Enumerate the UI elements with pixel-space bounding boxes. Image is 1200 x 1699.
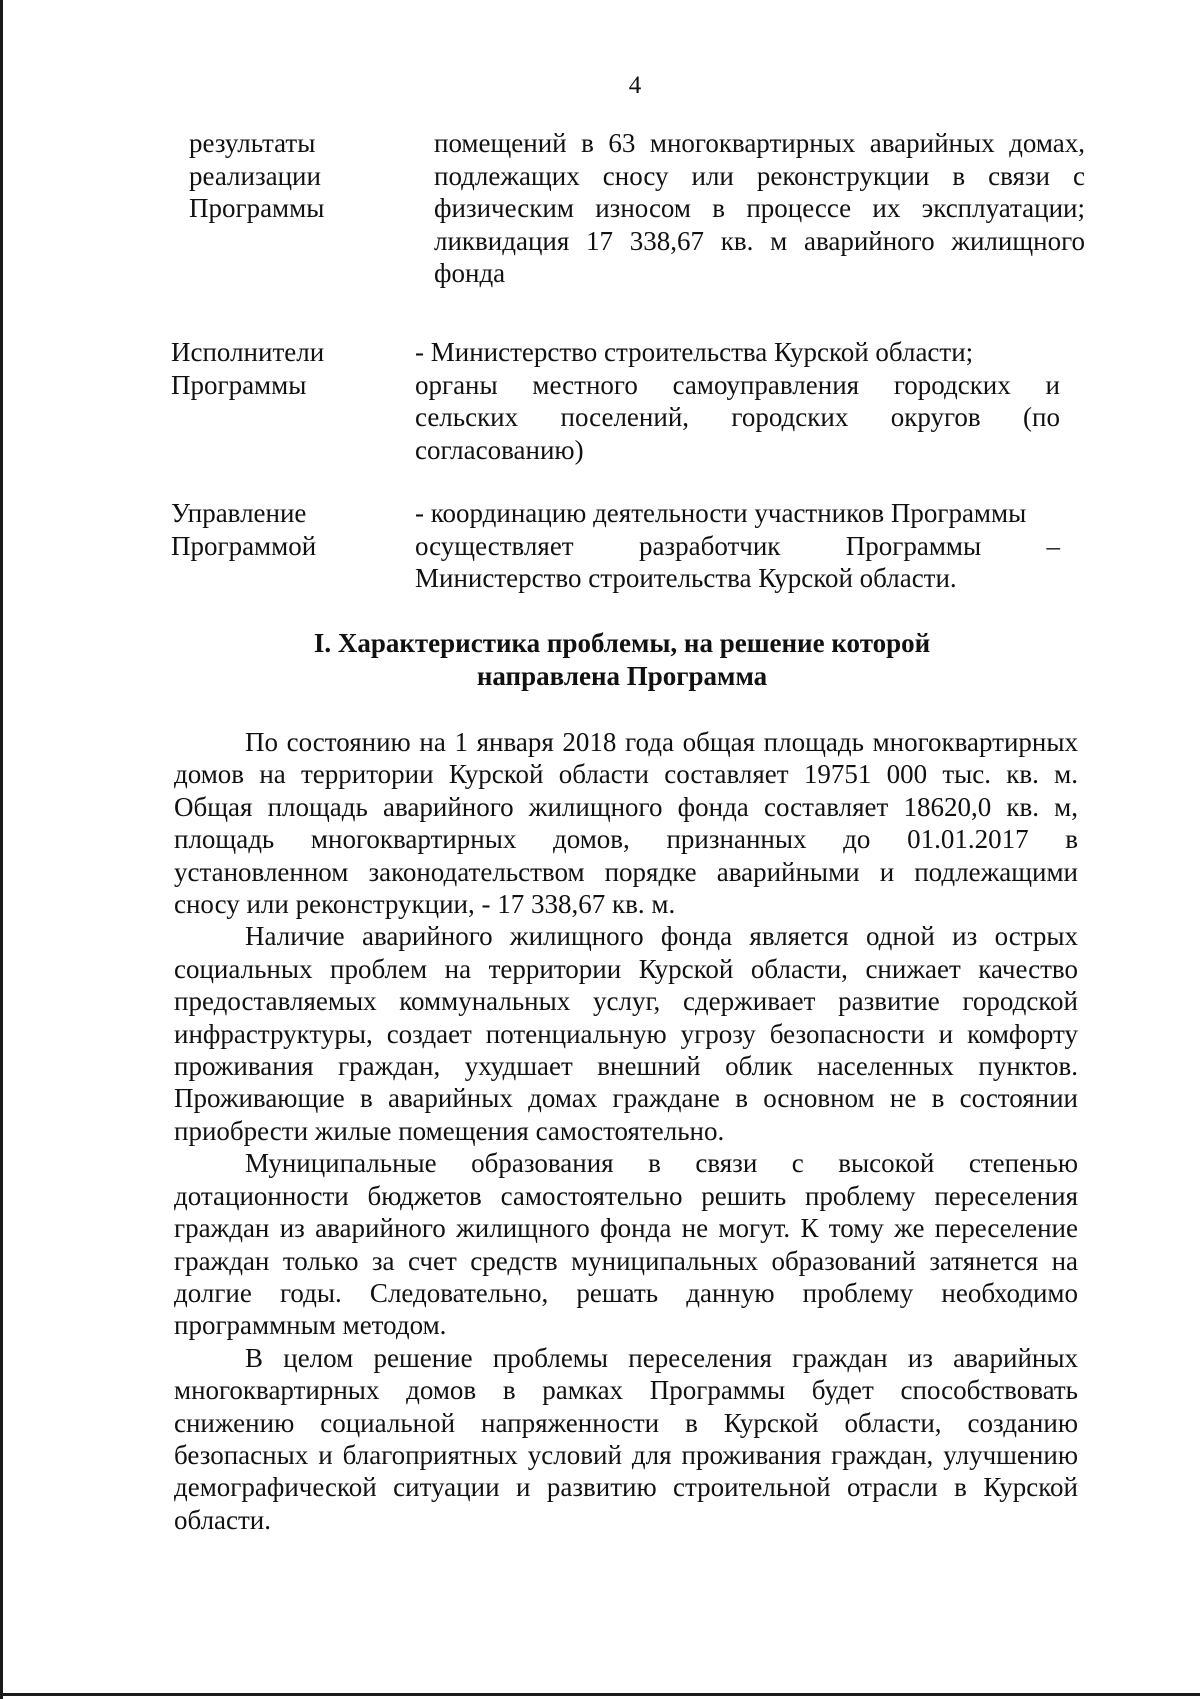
value-line: сельских поселений, городских округов (по — [415, 402, 1060, 432]
label-line: Программы — [189, 193, 325, 223]
passport-value-results — [434, 127, 1085, 290]
passport-value-management — [415, 497, 1060, 595]
page-number: 4 — [628, 72, 642, 99]
passport-label-executors — [171, 336, 324, 401]
passport-row-management — [171, 497, 1060, 597]
label-line: Исполнители — [171, 337, 325, 367]
value-line: ликвидация 17 338,67 кв. м аварийного жилищного — [434, 225, 1085, 256]
value-line: помещений в 63 многоквартирных аварийных домах, — [434, 128, 1085, 158]
passport-value-executors — [415, 336, 1060, 466]
section-body — [174, 726, 1078, 1536]
label-line: Управление — [171, 498, 307, 528]
value-line: согласованию) — [415, 434, 584, 465]
label-line: реализации — [189, 160, 321, 191]
label-line: результаты — [189, 128, 316, 158]
paragraph: По состоянию на 1 января 2018 года общая площадь многоквартирных домов на территории Курской области составляет 19751 000 тыс. кв. м. Общая площадь аварийного жилищного фонда составляет 18620,0 кв. м, площадь многоквартирных домов, признанных до 01.01.2017 в установленном законодательством порядке аварийными и подлежащими сносу или реконструкции, - 17 338,67 кв. м. — [174, 727, 1078, 920]
value-line: органы местного самоуправления городских и — [415, 369, 1060, 400]
value-line: - координацию деятельности участников Программы — [415, 498, 1027, 528]
paragraph: В целом решение проблемы переселения граждан из аварийных многоквартирных домов в рамках Программы будет способствовать снижению социальной напряженности в Курской области, созданию безопасных и благоприятных условий для проживания граждан, улучшению демографической ситуации и развитию строительной отрасли в Курской области. — [174, 1342, 1078, 1535]
passport-label-management — [171, 497, 316, 562]
value-line: подлежащих сносу или реконструкции в связи с — [434, 160, 1085, 191]
heading-line: I. Характеристика проблемы, на решение которой — [313, 628, 931, 658]
label-line: Программы — [171, 369, 307, 400]
value-line: - Министерство строительства Курской области; — [415, 337, 974, 367]
value-line: Министерство строительства Курской области. — [415, 563, 957, 593]
section-heading — [160, 627, 1084, 693]
passport-row-executors — [171, 336, 1060, 471]
scan-border-bottom — [0, 1693, 1200, 1696]
value-line: фонда — [434, 258, 506, 288]
label-line: Программой — [171, 530, 317, 561]
scan-border-left — [0, 0, 3, 1699]
passport-row-results — [189, 127, 1085, 292]
heading-line: направлена Программа — [476, 661, 768, 691]
paragraph: Наличие аварийного жилищного фонда является одной из острых социальных проблем на территории Курской области, снижает качество предоставляемых коммунальных услуг, сдерживает развитие городской инфраструктуры, создает потенциальную угрозу безопасности и комфорту проживания граждан, ухудшает внешний облик населенных пунктов. Проживающие в аварийных домах граждане в основном не в состоянии приобрести жилые помещения самостоятельно. — [174, 921, 1078, 1146]
value-line: физическим износом в процессе их эксплуатации; — [434, 193, 1085, 223]
value-line: осуществляет разработчик Программы – — [415, 530, 1060, 561]
passport-label-results — [189, 127, 324, 225]
paragraph: Муниципальные образования в связи с высокой степенью дотационности бюджетов самостоятельно решить проблему переселения граждан из аварийного жилищного фонда не могут. К тому же переселение граждан только за счет средств муниципальных образований затянется на долгие годы. Следовательно, решать данную проблему необходимо программным методом. — [174, 1148, 1078, 1341]
